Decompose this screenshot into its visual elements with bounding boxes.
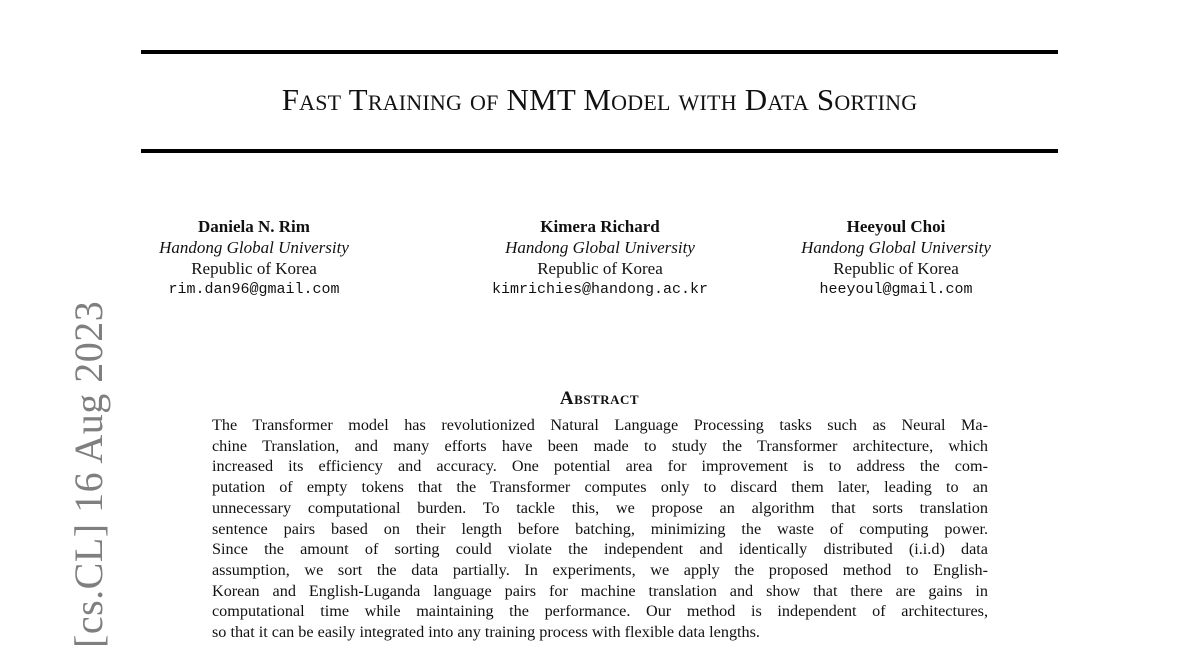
author-affiliation: Handong Global University [801,238,991,257]
author-affiliation: Handong Global University [159,238,349,257]
author-affiliation: Handong Global University [505,238,695,257]
paper-title-text: Fast Training of NMT Model with Data Sorting [281,82,918,117]
abstract-line: assumption, we sort the data partially. In experiments, we apply the proposed method to English- [212,560,988,579]
author-name: Daniela N. Rim [198,217,310,236]
author-name: Heeyoul Choi [846,217,946,236]
abstract-line: chine Translation, and many efforts have been made to study the Transformer architecture, which [212,436,988,455]
abstract-line: Korean and English-Luganda language pairs for machine translation and show that there are gains in [212,581,988,600]
author-country: Republic of Korea [537,259,663,278]
author-3 [746,216,1046,300]
author-1 [104,216,404,300]
author-email[interactable]: rim.dan96@gmail.com [168,281,340,298]
abstract-line: so that it can be easily integrated into any training process with flexible data lengths. [212,623,760,642]
title-rule-top [141,50,1058,54]
abstract-line: computational time while maintaining the performance. Our method is independent of architectures, [212,602,988,621]
title-rule-bottom [141,149,1058,153]
paper-title [141,82,1058,118]
abstract-line: unnecessary computational burden. To tackle this, we propose an algorithm that sorts translation [212,498,988,517]
author-name: Kimera Richard [540,217,660,236]
abstract-line: The Transformer model has revolutionized Natural Language Processing tasks such as Neural Ma- [212,416,988,434]
arxiv-stamp: [cs.CL] 16 Aug 2023 [66,300,111,648]
author-email[interactable]: heeyoul@gmail.com [819,281,973,298]
author-email[interactable]: kimrichies@handong.ac.kr [491,281,709,298]
abstract-line: increased its efficiency and accuracy. One potential area for improvement is to address the com- [212,457,988,476]
abstract-line: putation of empty tokens that the Transformer computes only to discard them later, leading to an [212,478,988,497]
author-country: Republic of Korea [833,259,959,278]
abstract-heading: Abstract [559,388,640,409]
abstract-body [212,415,988,643]
author-2 [450,216,750,300]
author-country: Republic of Korea [191,259,317,278]
abstract-line: sentence pairs based on their length before batching, minimizing the waste of computing power. [212,519,988,538]
abstract-line: Since the amount of sorting could violate the independent and identically distributed (i.i.d) data [212,540,988,559]
